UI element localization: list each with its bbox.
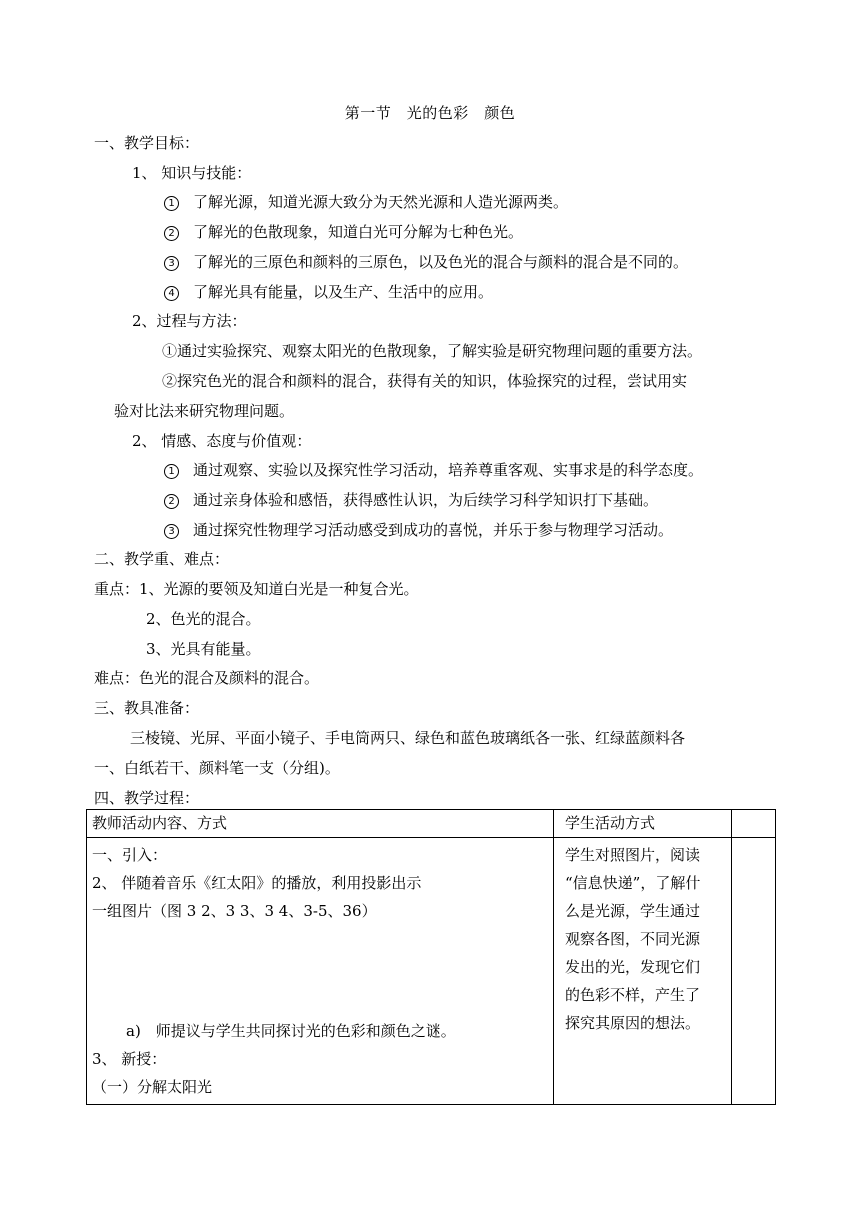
table-column-divider xyxy=(553,809,554,1105)
key-point-1: 重点：1、光源的要领及知道白光是一种复合光。 xyxy=(94,580,419,598)
process-line-1: ①通过实验探究、观察太阳光的色散现象，了解实验是研究物理问题的重要方法。 xyxy=(162,342,703,360)
table-border-left xyxy=(86,809,87,1105)
table-border-right xyxy=(775,809,776,1105)
list-item-text: 通过亲身体验和感悟，获得感性认识，为后续学习科学知识打下基础。 xyxy=(193,491,659,509)
student-activity-line: 观察各图，不同光源 xyxy=(565,930,701,948)
subheading-process-method: 2、过程与方法： xyxy=(132,312,247,330)
process-line-3: 验对比法来研究物理问题。 xyxy=(114,402,295,420)
teacher-line-intro: 一、引入： xyxy=(92,846,168,864)
process-line-2: ②探究色光的混合和颜料的混合，获得有关的知识，体验探究的过程，尝试用实 xyxy=(162,372,688,390)
student-activity-line: “信息快递”，了解什 xyxy=(565,874,701,892)
circled-number: 1 xyxy=(164,464,179,479)
list-item-text: 了解光源，知道光源大致分为天然光源和人造光源两类。 xyxy=(193,193,569,211)
lesson-process-table xyxy=(86,809,776,1105)
circled-number: 1 xyxy=(164,196,179,211)
list-item-text: 通过探究性物理学习活动感受到成功的喜悦，并乐于参与物理学习活动。 xyxy=(193,521,674,539)
equipment-line-2: 一、白纸若干、颜料笔一支（分组)。 xyxy=(94,759,340,777)
key-point-3: 3、光具有能量。 xyxy=(146,640,261,658)
teacher-line-music: 2、 伴随着音乐《红太阳》的播放，利用投影出示 xyxy=(92,874,422,892)
list-item-knowledge-3 xyxy=(164,252,688,272)
section-heading-objectives: 一、教学目标： xyxy=(94,134,200,152)
circled-number: 3 xyxy=(164,524,179,539)
subheading-attitude-values: 2、 情感、态度与价值观： xyxy=(132,432,312,450)
table-header-divider xyxy=(86,837,776,838)
list-item-knowledge-2 xyxy=(164,222,523,242)
teacher-line-sunlight: （一）分解太阳光 xyxy=(92,1078,213,1096)
teacher-line-new-lesson: 3、 新授： xyxy=(92,1050,167,1068)
list-item-attitude-1 xyxy=(164,460,703,480)
student-activity-cell xyxy=(565,841,735,1037)
student-activity-line: 学生对照图片，阅读 xyxy=(565,846,701,864)
list-item-knowledge-1 xyxy=(164,192,568,212)
section-heading-equipment: 三、教具准备： xyxy=(94,699,200,717)
circled-number: 3 xyxy=(164,256,179,271)
circled-number: 2 xyxy=(164,226,179,241)
section-heading-key-points: 二、教学重、难点： xyxy=(94,550,230,568)
table-header-student: 学生活动方式 xyxy=(565,814,656,832)
equipment-line-1: 三棱镜、光屏、平面小镜子、手电筒两只、绿色和蓝色玻璃纸各一张、红绿蓝颜料各 xyxy=(130,729,686,747)
page-title: 第一节 光的色彩 颜色 xyxy=(344,104,516,122)
subheading-knowledge-skills: 1、 知识与技能： xyxy=(132,164,252,182)
list-item-attitude-3 xyxy=(164,520,673,540)
key-point-2: 2、色光的混合。 xyxy=(146,610,261,628)
difficulty-point: 难点：色光的混合及颜料的混合。 xyxy=(94,669,320,687)
table-header-teacher: 教师活动内容、方式 xyxy=(92,814,228,832)
list-item-text: 了解光具有能量，以及生产、生活中的应用。 xyxy=(193,283,494,301)
table-border-bottom xyxy=(86,1104,776,1105)
list-item-text: 了解光的三原色和颜料的三原色，以及色光的混合与颜料的混合是不同的。 xyxy=(193,253,689,271)
student-activity-line: 探究其原因的想法。 xyxy=(565,1014,701,1032)
teacher-line-pictures: 一组图片（图 3 2、3 3、3 4、3-5、36） xyxy=(92,902,377,920)
student-activity-line: 发出的光，发现它们 xyxy=(565,958,701,976)
list-item-text: 了解光的色散现象，知道白光可分解为七种色光。 xyxy=(193,223,524,241)
section-heading-process: 四、教学过程： xyxy=(94,789,200,807)
list-item-knowledge-4 xyxy=(164,282,493,302)
student-activity-line: 么是光源，学生通过 xyxy=(565,902,701,920)
circled-number: 2 xyxy=(164,494,179,509)
list-item-attitude-2 xyxy=(164,490,658,510)
student-activity-line: 的色彩不样，产生了 xyxy=(565,986,701,1004)
list-item-text: 通过观察、实验以及探究性学习活动，培养尊重客观、实事求是的科学态度。 xyxy=(193,461,704,479)
circled-number: 4 xyxy=(164,286,179,301)
teacher-line-proposal: a) 师提议与学生共同探讨光的色彩和颜色之谜。 xyxy=(126,1022,456,1040)
